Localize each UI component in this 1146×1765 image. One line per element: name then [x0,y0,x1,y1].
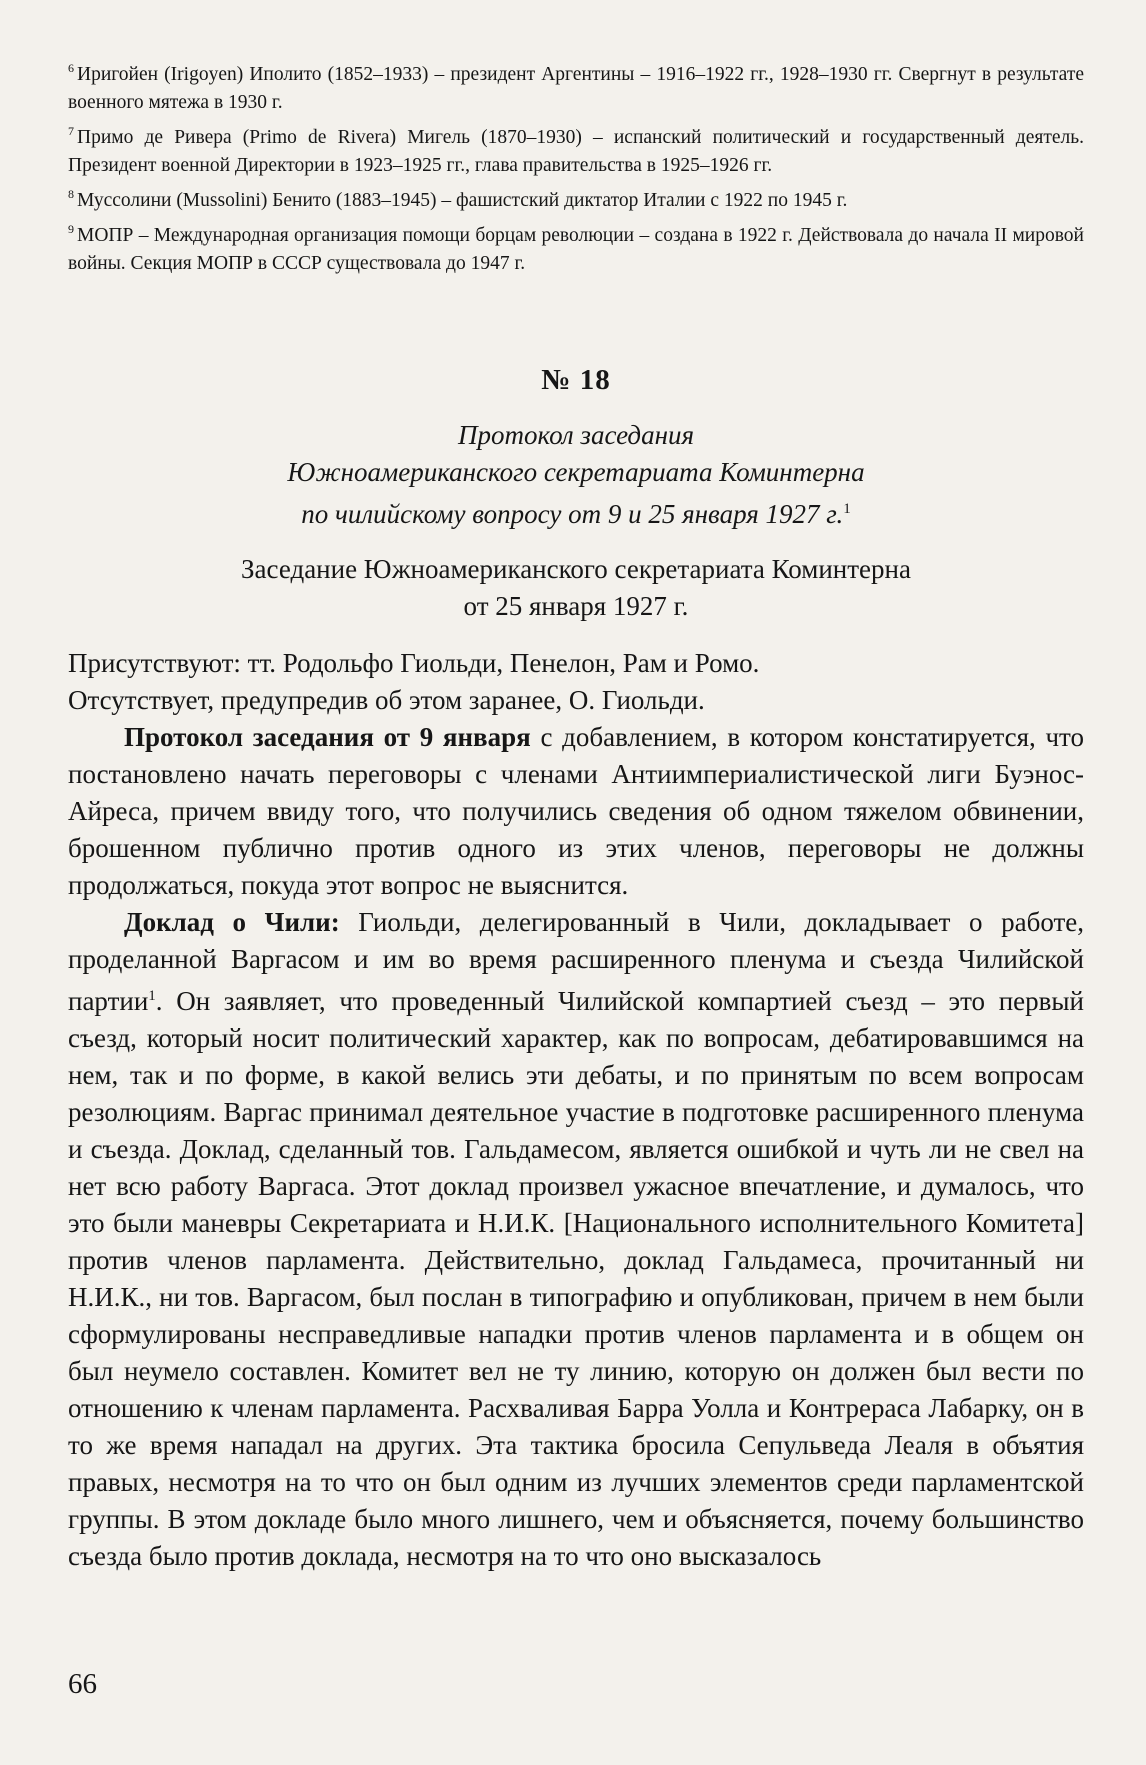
paragraph-text: Гиольди, делегированный в Чили, докладывает о работе, проделанной Варгасом и им во время расширенного пленума и съезда Чилийской партии [68,907,1084,1016]
document-number: № 18 [541,364,611,396]
paragraph-chile-report [68,904,1084,1575]
paragraph-text: . Он заявляет, что проведенный Чилийской компартией съезд – это первый съезд, который носит политический характер, как по вопросам, дебатировавшимся на нем, так и по форме, в какой велись эти дебаты, и по принятым по всем вопросам резолюциям. Варгас принимал деятельное участие в подготовке расширенного пленума и съезда. Доклад, сделанный тов. Гальдамесом, является ошибкой и чуть ли не свел на нет всю работу Варгаса. Этот доклад произвел ужасное впечатление, и думалось, что это были маневры Секретариата и Н.И.К. [Национального исполнительного Комитета] против членов парламента. Действительно, доклад Гальдамеса, прочитанный ни Н.И.К., ни тов. Варгасом, был послан в типографию и опубликован, причем в нем были сформулированы несправедливые нападки против членов парламента и в общем он был неумело составлен. Комитет вел не ту линию, которую он должен был вести по отношению к членам парламента. Расхваливая Барра Уолла и Контрераса Лабарку, он в то же время нападал на других. Эта тактика бросила Сепульведа Леаля в объятия правых, несмотря на то что он был одним из лучших элементов среди парламентской группы. В этом докладе было много лишнего, чем и объясняется, почему большинство съезда было против доклада, несмотря на то что оно высказалось [68,986,1084,1571]
title-line-text: по чилийскому вопросу от 9 и 25 января 1927 г. [301,499,844,529]
document-title [68,417,1084,533]
footnote-number: 9 [68,222,74,236]
footnote-number: 7 [68,124,74,138]
meeting-heading [68,551,1084,625]
footnote-8 [68,180,1084,215]
footnote-text: Иригойен (Irigoyen) Иполито (1852–1933) – президент Аргентины – 1916–1922 гг., 1928–1930 гг. Свергнут в результате военного мятежа в 1930 г. [68,64,1084,113]
attendees-present: Присутствуют: тт. Родольфо Гиольди, Пенелон, Рам и Ромо. [68,648,760,678]
meeting-line: Заседание Южноамериканского секретариата Коминтерна [241,554,911,584]
footnote-number: 8 [68,187,74,201]
paragraph-lead: Протокол заседания от 9 января [124,722,531,752]
footnote-text: МОПР – Международная организация помощи борцам революции – создана в 1922 г. Действовала до начала II мировой войны. Секция МОПР в СССР существовала до 1947 г. [68,225,1084,274]
title-line: Протокол заседания [457,420,695,450]
footnotes [68,54,1084,278]
footnote-number: 6 [68,61,74,75]
title-line [68,491,1084,533]
title-line: Южноамериканского секретариата Коминтерна [287,457,865,487]
footnote-ref: 1 [148,988,156,1004]
paragraph-text: с добавлением, в котором констатируется, что постановлено начать переговоры с членами Антиимпериалистической лиги Буэнос-Айреса, причем ввиду того, что получились сведения об одном тяжелом обвинении, брошенном публично против одного из этих членов, переговоры не должны продолжаться, покуда этот вопрос не выяснится. [68,722,1084,900]
document-body [68,645,1084,1575]
footnote-text: Примо де Ривера (Primo de Rivera) Мигель (1870–1930) – испанский политический и государственный деятель. Президент военной Директории в 1923–1925 гг., глава правительства в 1925–1926 гг. [68,127,1084,176]
footnote-6 [68,54,1084,117]
meeting-line: от 25 января 1927 г. [463,591,689,621]
footnote-7 [68,117,1084,180]
paragraph-protocol [68,719,1084,904]
footnote-9 [68,215,1084,278]
footnote-text: Муссолини (Mussolini) Бенито (1883–1945) – фашистский диктатор Италии с 1922 по 1945 г. [77,190,848,211]
paragraph-lead: Доклад о Чили: [124,907,340,937]
attendees-absent: Отсутствует, предупредив об этом заранее, О. Гиольди. [68,685,705,715]
footnote-ref: 1 [843,501,851,517]
page-number: 66 [68,1668,97,1700]
